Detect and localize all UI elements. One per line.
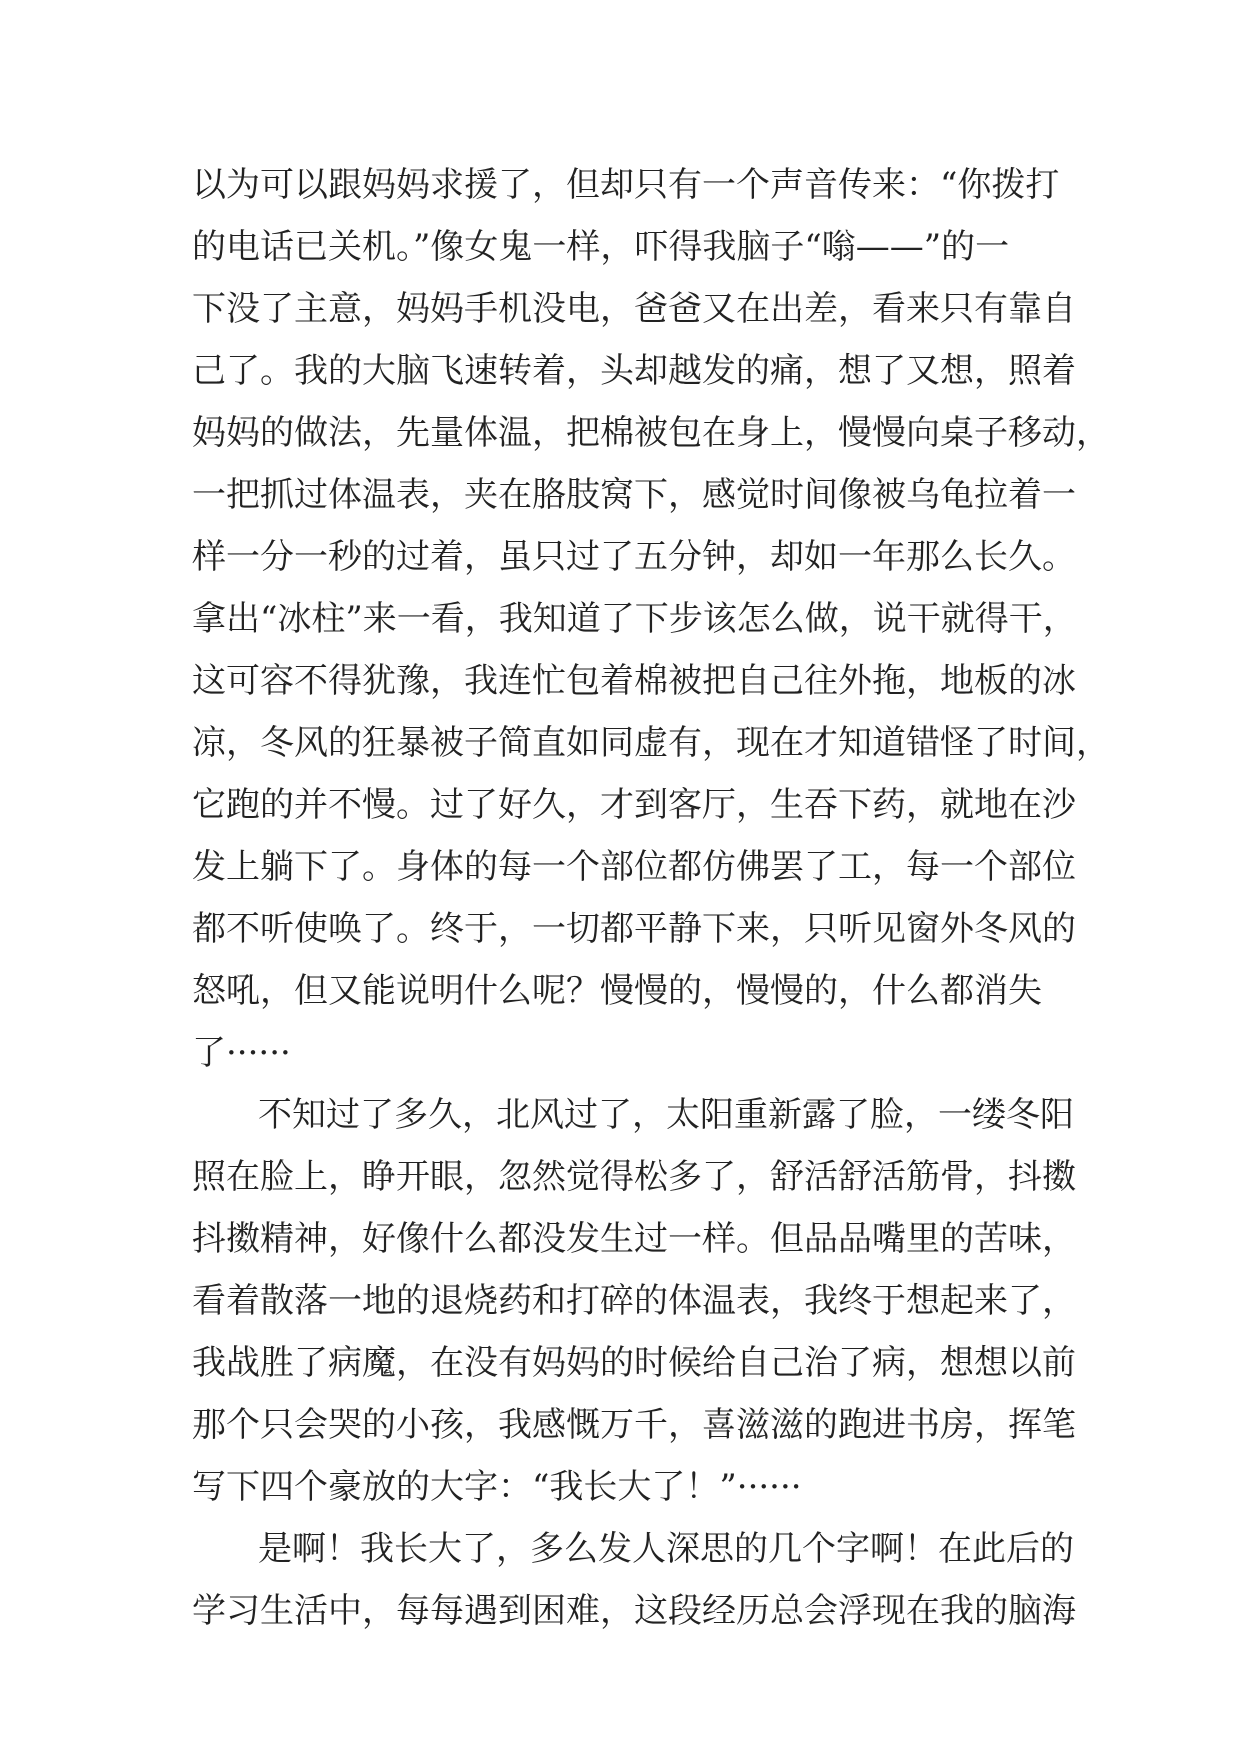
text-line: 我战胜了病魔，在没有妈妈的时候给自己治了病，想想以前 (192, 1343, 1076, 1383)
text-line: 那个只会哭的小孩，我感慨万千，喜滋滋的跑进书房，挥笔 (192, 1405, 1076, 1445)
text-line: 样一分一秒的过着，虽只过了五分钟，却如一年那么长久。 (192, 537, 1076, 577)
text-line: 一把抓过体温表，夹在胳肢窝下，感觉时间像被乌龟拉着一 (192, 475, 1076, 515)
text-line: 下没了主意，妈妈手机没电，爸爸又在出差，看来只有靠自 (192, 289, 1076, 329)
text-line: 发上躺下了。身体的每一个部位都仿佛罢了工，每一个部位 (192, 847, 1076, 887)
text-line: 学习生活中，每每遇到困难，这段经历总会浮现在我的脑海 (192, 1591, 1076, 1631)
text-line: 凉，冬风的狂暴被子简直如同虚有，现在才知道错怪了时间， (192, 723, 1110, 763)
text-line: 照在脸上，睁开眼，忽然觉得松多了，舒活舒活筋骨，抖擞 (192, 1157, 1076, 1197)
paragraph-first-line: 是啊！我长大了，多么发人深思的几个字啊！在此后的 (258, 1529, 1074, 1569)
text-line: 它跑的并不慢。过了好久，才到客厅，生吞下药，就地在沙 (192, 785, 1076, 825)
text-line: 写下四个豪放的大字：“我长大了！”······ (192, 1467, 802, 1507)
paragraph-first-line: 不知过了多久，北风过了，太阳重新露了脸，一缕冬阳 (258, 1095, 1074, 1135)
text-line: 的电话已关机。”像女鬼一样，吓得我脑子“嗡——”的一 (192, 227, 1010, 267)
text-line: 这可容不得犹豫，我连忙包着棉被把自己往外拖，地板的冰 (192, 661, 1076, 701)
text-line: 拿出“冰柱”来一看，我知道了下步该怎么做，说干就得干， (192, 599, 1077, 639)
text-line: 怒吼，但又能说明什么呢？慢慢的，慢慢的，什么都消失 (192, 971, 1042, 1011)
text-line: 都不听使唤了。终于，一切都平静下来，只听见窗外冬风的 (192, 909, 1076, 949)
text-line: 抖擞精神，好像什么都没发生过一样。但品品嘴里的苦味， (192, 1219, 1076, 1259)
document-body-text (192, 154, 1110, 1642)
text-line: 妈妈的做法，先量体温，把棉被包在身上，慢慢向桌子移动， (192, 413, 1110, 453)
text-line: 看着散落一地的退烧药和打碎的体温表，我终于想起来了， (192, 1281, 1076, 1321)
text-line: 己了。我的大脑飞速转着，头却越发的痛，想了又想，照着 (192, 351, 1076, 391)
text-line: 以为可以跟妈妈求援了，但却只有一个声音传来：“你拨打 (192, 165, 1060, 205)
text-line: 了······ (192, 1033, 291, 1073)
